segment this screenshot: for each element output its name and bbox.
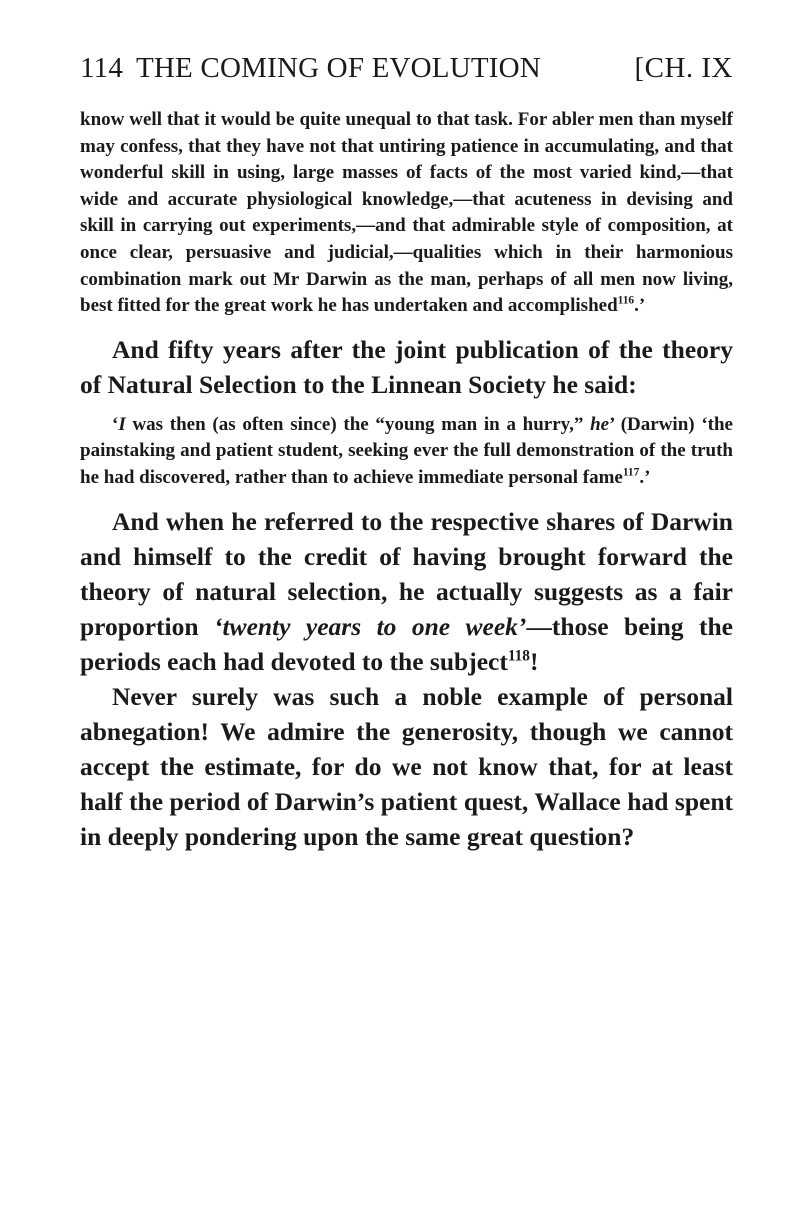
quote-2-text-b: ’ (Darwin) ‘the painstaking and patient student, seeking ever the full demonstration of the truth he had discovered, rather than to achieve immediate personal fame [80,413,733,488]
quote-2-end: .’ [639,466,651,488]
body-paragraph-3 [80,679,733,854]
book-page [80,52,733,854]
quote-2-text-a: was then (as often since) the “young man in a hurry,” [125,413,591,435]
paragraph-3-text: Never surely was such a noble example of personal abnegation! We admire the generosity, though we cannot accept the estimate, for do we not know that, for at least half the period of Darwin’s patient quest, Wallace had spent in deeply pondering upon the same great question? [80,681,733,851]
paragraph-1-text: And fifty years after the joint publication of the theory of Natural Selection to the Linnean Society he said: [80,334,733,399]
body-paragraph-1 [80,332,733,402]
paragraph-2-italic-phrase: ‘twenty years to one week’ [213,611,527,641]
footnote-ref-118: 118 [507,647,530,665]
quote-paragraph-1 [80,107,733,320]
quote-paragraph-2 [80,412,733,492]
quote-1-end: .’ [634,295,646,317]
page-number: 114 [80,52,124,84]
page-header [80,52,733,85]
chapter-marker: [CH. IX [634,52,733,84]
paragraph-2-text-b: —those being the periods each had devoted to the subject [80,611,733,676]
running-title: THE COMING OF EVOLUTION [136,52,541,84]
paragraph-2-text-a: And when he referred to the respective shares of Darwin and himself to the credit of having brought forward the theory of natural selection, he actually suggests as a fair proportion [80,506,733,641]
quote-2-italic-he: he [590,413,610,435]
quote-1-text: know well that it would be quite unequal to that task. For abler men than myself may confess, that they have not that untiring patience in accumulating, and that wonderful skill in using, large masses of facts of the most varied kind,—that wide and accurate physiological knowledge,—that acuteness in devising and skill in carrying out experiments,—and that admirable style of composition, at once clear, persuasive and judicial,—qualities which in their harmonious combination mark out Mr Darwin as the man, perhaps of all men now living, best fitted for the great work he has undertaken and accomplished [80,109,733,317]
footnote-ref-117: 117 [622,466,640,479]
quote-2-italic-i: I [118,413,126,435]
paragraph-2-end: ! [529,646,539,676]
quote-2-open: ‘ [112,413,119,435]
body-paragraph-2 [80,504,733,679]
footnote-ref-116: 116 [617,294,635,307]
